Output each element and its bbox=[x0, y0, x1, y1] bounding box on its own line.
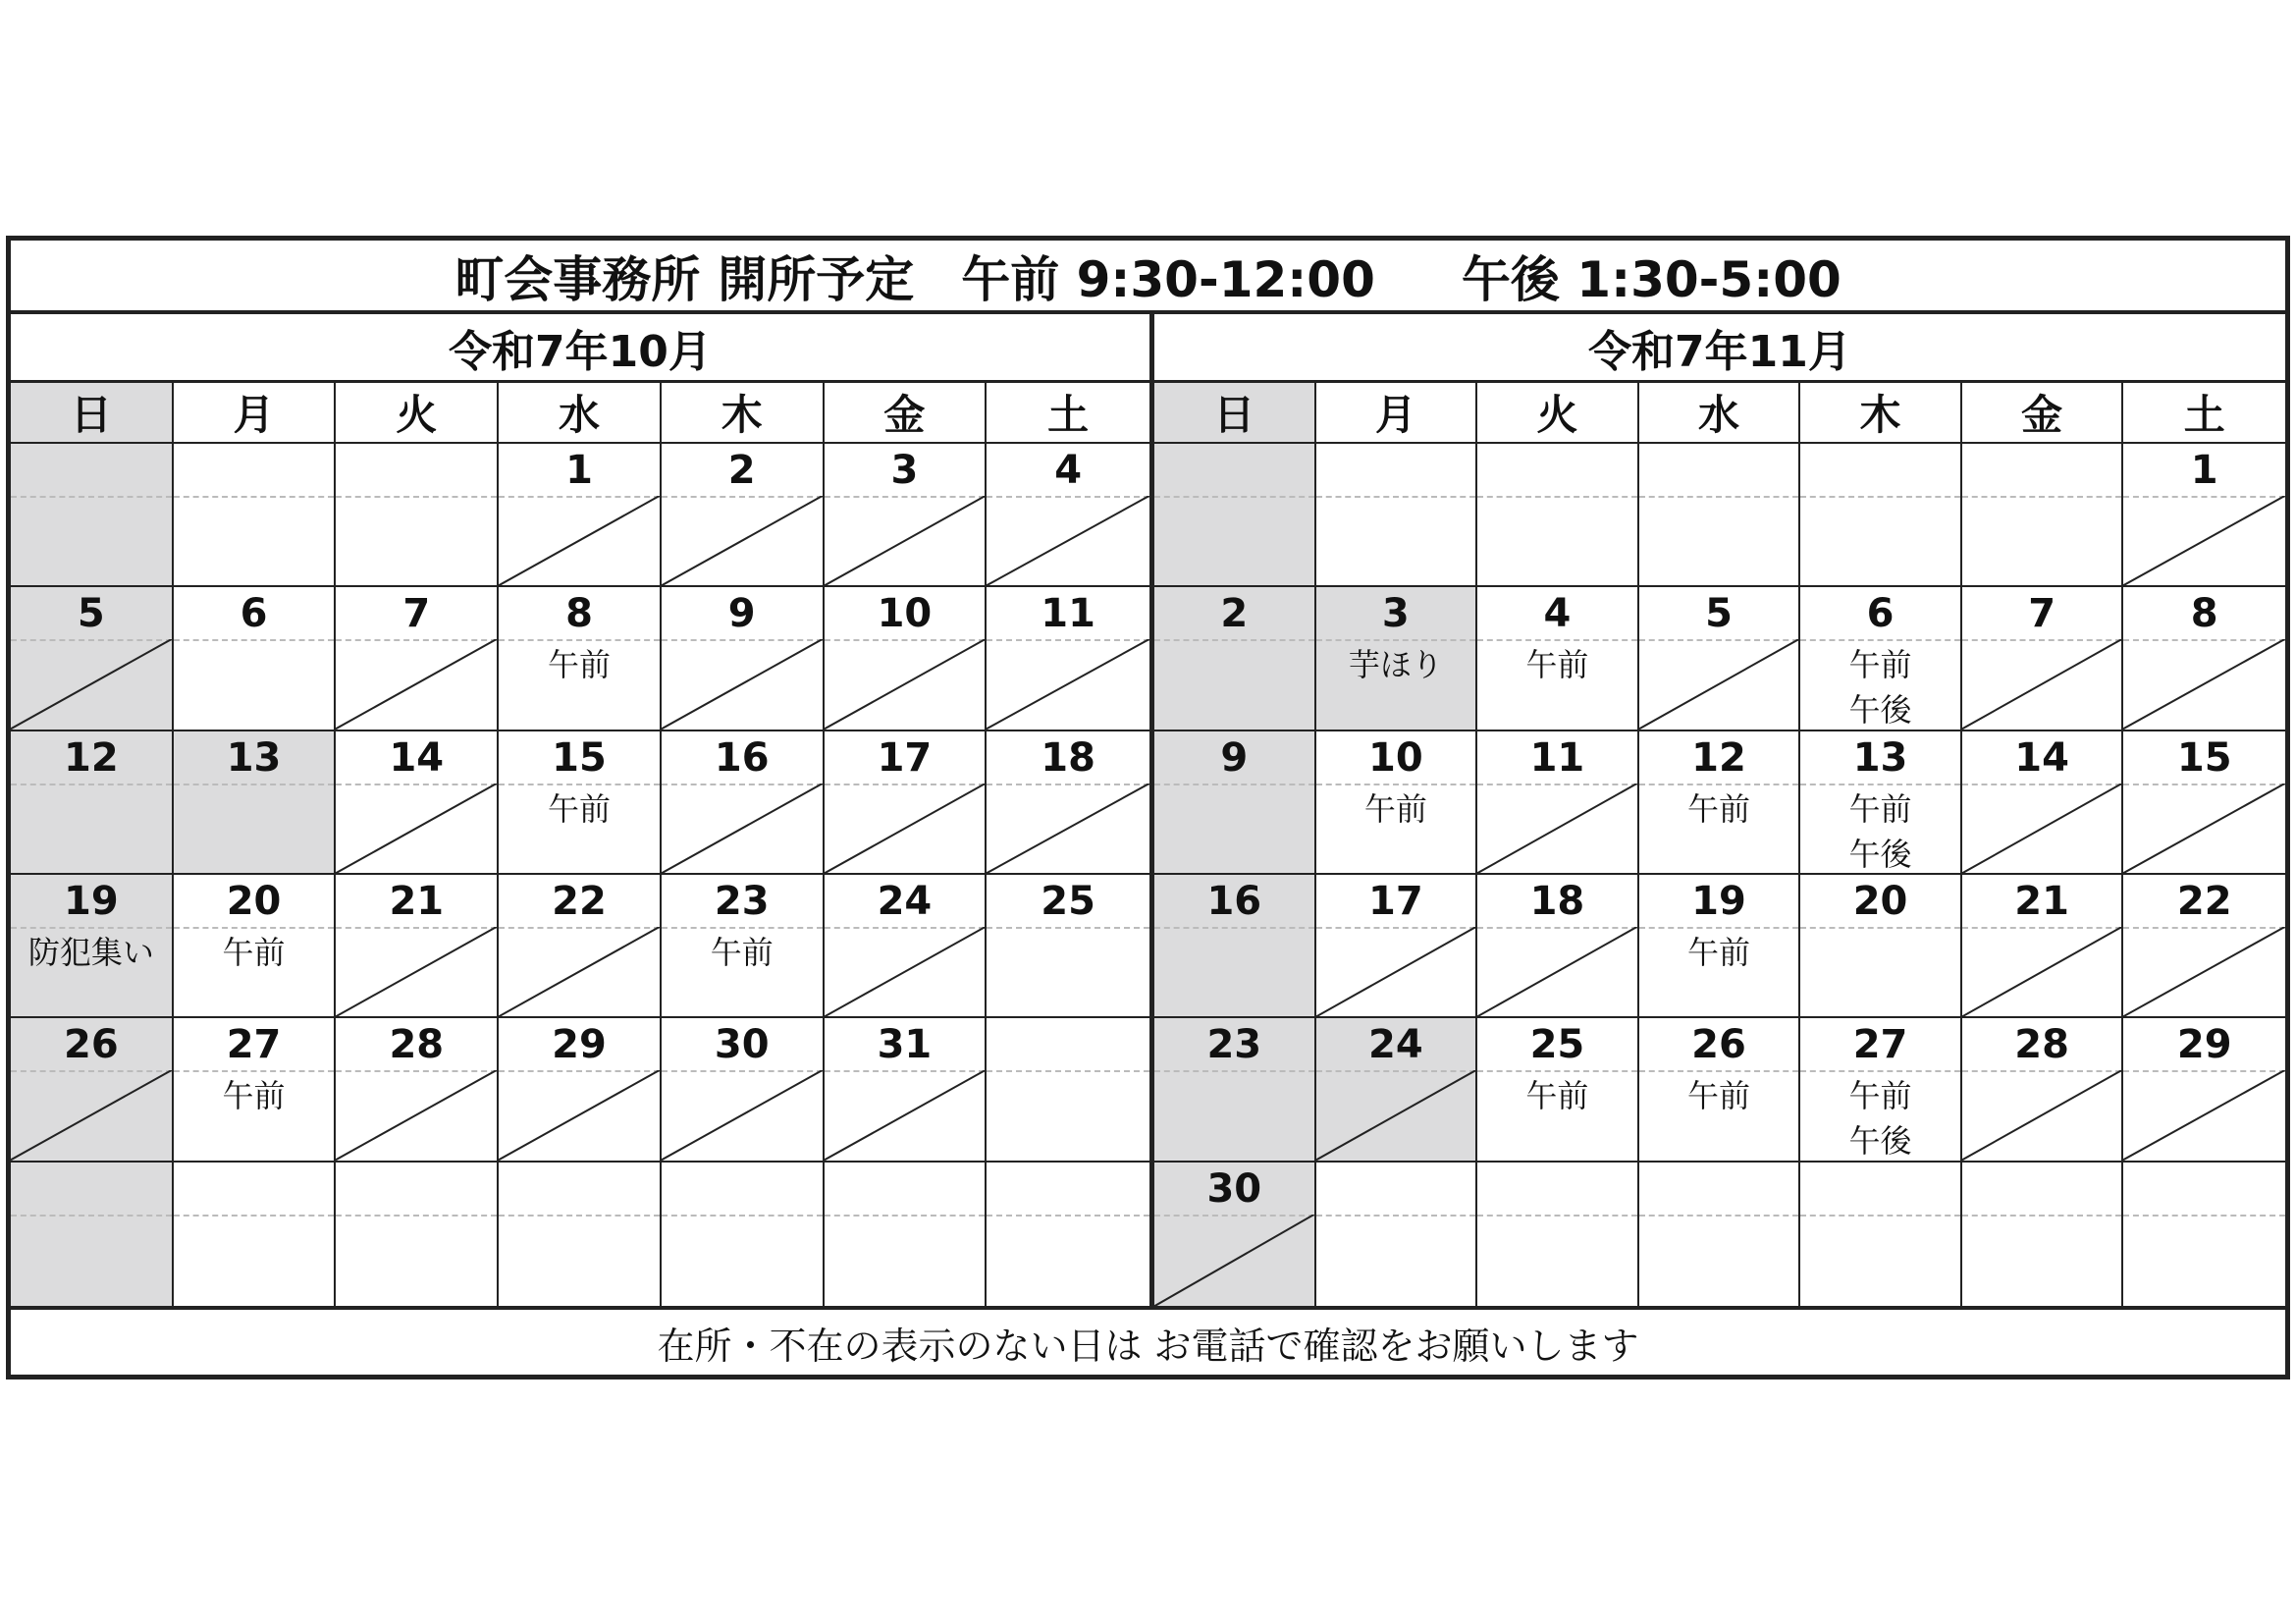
day-cell bbox=[11, 875, 174, 1018]
day-cell bbox=[336, 875, 499, 1018]
day-note: 午前 bbox=[1686, 1077, 1750, 1115]
day-number: 14 bbox=[389, 734, 445, 781]
day-number: 13 bbox=[1852, 734, 1908, 781]
day-number: 25 bbox=[1529, 1022, 1585, 1068]
day-note: 芋ほり bbox=[1348, 646, 1443, 684]
day-number: 27 bbox=[226, 1022, 282, 1068]
dashed-divider bbox=[987, 1070, 1149, 1072]
day-cell bbox=[2123, 731, 2285, 875]
dashed-divider bbox=[1154, 927, 1314, 929]
day-note: 午前 bbox=[1686, 933, 1750, 971]
dashed-divider bbox=[1800, 1070, 1960, 1072]
day-cell bbox=[1154, 587, 1316, 730]
day-number: 16 bbox=[714, 734, 770, 781]
closed-day-slash bbox=[2123, 496, 2285, 585]
day-cell bbox=[987, 1018, 1149, 1162]
day-cell bbox=[1477, 875, 1639, 1018]
calendar-grid bbox=[11, 383, 1149, 1306]
day-number: 21 bbox=[2014, 878, 2069, 924]
day-cell bbox=[1316, 587, 1478, 730]
day-cell bbox=[1962, 731, 2124, 875]
dashed-divider bbox=[174, 639, 335, 641]
dashed-divider bbox=[1316, 496, 1476, 498]
day-number: 15 bbox=[2176, 734, 2232, 781]
day-cell bbox=[662, 731, 825, 875]
weekday-header: 月 bbox=[1316, 383, 1478, 444]
day-cell bbox=[1154, 875, 1316, 1018]
title-afternoon-hours: 午後 1:30-5:00 bbox=[1461, 250, 1842, 308]
dashed-divider bbox=[11, 496, 172, 498]
dashed-divider bbox=[499, 639, 660, 641]
dashed-divider bbox=[1477, 639, 1637, 641]
day-number: 24 bbox=[877, 878, 933, 924]
day-number: 20 bbox=[226, 878, 282, 924]
day-cell bbox=[174, 444, 337, 587]
day-number: 13 bbox=[226, 734, 282, 781]
dashed-divider bbox=[336, 1215, 497, 1217]
day-number: 1 bbox=[565, 448, 593, 493]
day-cell bbox=[2123, 1163, 2285, 1306]
day-cell bbox=[825, 444, 988, 587]
day-cell bbox=[1962, 444, 2124, 587]
closed-day-slash bbox=[499, 1070, 660, 1160]
closed-day-slash bbox=[336, 639, 497, 729]
day-cell bbox=[1477, 731, 1639, 875]
day-cell bbox=[499, 587, 662, 730]
dashed-divider bbox=[1639, 927, 1799, 929]
dashed-divider bbox=[1639, 784, 1799, 785]
day-number: 22 bbox=[552, 878, 607, 924]
day-number: 2 bbox=[727, 448, 756, 493]
day-number: 1 bbox=[2190, 448, 2218, 493]
closed-day-slash bbox=[2123, 927, 2285, 1016]
day-cell bbox=[11, 1018, 174, 1162]
weekday-header: 金 bbox=[825, 383, 988, 444]
day-cell bbox=[336, 444, 499, 587]
day-number: 29 bbox=[552, 1022, 607, 1068]
day-number: 12 bbox=[1691, 734, 1746, 781]
closed-day-slash bbox=[825, 784, 986, 873]
closed-day-slash bbox=[1477, 784, 1637, 873]
closed-day-slash bbox=[662, 1070, 823, 1160]
day-cell bbox=[825, 1163, 988, 1306]
day-cell bbox=[499, 1018, 662, 1162]
dashed-divider bbox=[1800, 639, 1960, 641]
day-number: 21 bbox=[389, 878, 445, 924]
weekday-header: 土 bbox=[987, 383, 1149, 444]
day-number: 26 bbox=[1691, 1022, 1746, 1068]
day-cell bbox=[1154, 731, 1316, 875]
day-cell bbox=[662, 444, 825, 587]
day-number: 11 bbox=[1529, 734, 1585, 781]
dashed-divider bbox=[174, 496, 335, 498]
day-note: 午前 bbox=[1686, 789, 1750, 828]
dashed-divider bbox=[336, 496, 497, 498]
closed-day-slash bbox=[11, 639, 172, 729]
day-cell bbox=[1316, 1163, 1478, 1306]
closed-day-slash bbox=[336, 1070, 497, 1160]
dashed-divider bbox=[1962, 496, 2122, 498]
day-number: 29 bbox=[2176, 1022, 2232, 1068]
dashed-divider bbox=[1316, 1215, 1476, 1217]
day-number: 24 bbox=[1368, 1022, 1423, 1068]
title-schedule: 開所予定 bbox=[718, 250, 915, 308]
day-cell bbox=[11, 587, 174, 730]
dashed-divider bbox=[174, 1070, 335, 1072]
closed-day-slash bbox=[336, 927, 497, 1016]
weekday-header: 火 bbox=[1477, 383, 1639, 444]
dashed-divider bbox=[1154, 639, 1314, 641]
dashed-divider bbox=[1639, 1215, 1799, 1217]
day-cell bbox=[499, 875, 662, 1018]
day-cell bbox=[987, 731, 1149, 875]
closed-day-slash bbox=[1154, 1215, 1314, 1306]
closed-day-slash bbox=[1962, 639, 2122, 729]
dashed-divider bbox=[1639, 1070, 1799, 1072]
weekday-header: 金 bbox=[1962, 383, 2124, 444]
closed-day-slash bbox=[825, 496, 986, 585]
weekday-header: 月 bbox=[174, 383, 337, 444]
day-note: 午前 bbox=[1525, 646, 1589, 684]
day-cell bbox=[11, 444, 174, 587]
day-note: 午前 午後 bbox=[1848, 789, 1912, 873]
day-cell bbox=[2123, 875, 2285, 1018]
day-cell bbox=[2123, 1018, 2285, 1162]
closed-day-slash bbox=[987, 784, 1149, 873]
office-schedule-calendar bbox=[6, 236, 2290, 1380]
title-office: 町会事務所 bbox=[454, 250, 701, 308]
closed-day-slash bbox=[825, 1070, 986, 1160]
day-number: 11 bbox=[1041, 591, 1095, 637]
day-number: 3 bbox=[1381, 591, 1410, 637]
dashed-divider bbox=[987, 1215, 1149, 1217]
day-number: 22 bbox=[2176, 878, 2232, 924]
day-cell bbox=[987, 875, 1149, 1018]
dashed-divider bbox=[662, 927, 823, 929]
day-cell bbox=[662, 587, 825, 730]
closed-day-slash bbox=[662, 639, 823, 729]
day-note: 午前 午後 bbox=[1848, 646, 1912, 730]
day-cell bbox=[1962, 1163, 2124, 1306]
closed-day-slash bbox=[2123, 1070, 2285, 1160]
dashed-divider bbox=[174, 927, 335, 929]
day-cell bbox=[2123, 444, 2285, 587]
day-cell bbox=[987, 587, 1149, 730]
dashed-divider bbox=[1477, 1215, 1637, 1217]
day-cell bbox=[11, 731, 174, 875]
day-cell bbox=[1800, 1018, 1962, 1162]
day-cell bbox=[336, 1018, 499, 1162]
day-cell bbox=[174, 875, 337, 1018]
day-cell bbox=[1639, 444, 1801, 587]
closed-day-slash bbox=[499, 927, 660, 1016]
day-number: 7 bbox=[402, 591, 431, 637]
month-title: 令和7年10月 bbox=[11, 314, 1149, 383]
day-number: 7 bbox=[2028, 591, 2056, 637]
dashed-divider bbox=[1800, 927, 1960, 929]
day-number: 18 bbox=[1529, 878, 1585, 924]
day-number: 9 bbox=[727, 591, 756, 637]
day-cell bbox=[825, 587, 988, 730]
weekday-header: 木 bbox=[1800, 383, 1962, 444]
day-cell bbox=[336, 587, 499, 730]
closed-day-slash bbox=[1316, 927, 1476, 1016]
day-cell bbox=[662, 1163, 825, 1306]
closed-day-slash bbox=[1962, 1070, 2122, 1160]
day-number: 16 bbox=[1206, 878, 1262, 924]
closed-day-slash bbox=[1639, 639, 1799, 729]
day-note: 午前 bbox=[222, 933, 286, 971]
day-number: 27 bbox=[1852, 1022, 1908, 1068]
day-cell bbox=[174, 731, 337, 875]
day-number: 17 bbox=[877, 734, 933, 781]
day-note: 午前 bbox=[710, 933, 774, 971]
day-number: 26 bbox=[64, 1022, 119, 1068]
day-note: 防犯集い bbox=[27, 933, 154, 971]
closed-day-slash bbox=[1962, 927, 2122, 1016]
day-cell bbox=[1639, 731, 1801, 875]
day-cell bbox=[1477, 587, 1639, 730]
schedule-title bbox=[11, 241, 2285, 314]
day-cell bbox=[1154, 1163, 1316, 1306]
day-number: 4 bbox=[1543, 591, 1572, 637]
dashed-divider bbox=[1477, 1070, 1637, 1072]
day-cell bbox=[499, 444, 662, 587]
day-cell bbox=[174, 1163, 337, 1306]
dashed-divider bbox=[1154, 784, 1314, 785]
day-number: 23 bbox=[1206, 1022, 1262, 1068]
day-cell bbox=[1800, 731, 1962, 875]
day-number: 20 bbox=[1852, 878, 1908, 924]
day-cell bbox=[1639, 1018, 1801, 1162]
day-cell bbox=[662, 875, 825, 1018]
weekday-header: 火 bbox=[336, 383, 499, 444]
day-number: 31 bbox=[877, 1022, 933, 1068]
day-cell bbox=[1316, 731, 1478, 875]
day-number: 30 bbox=[714, 1022, 770, 1068]
day-cell bbox=[336, 1163, 499, 1306]
day-cell bbox=[336, 731, 499, 875]
day-number: 6 bbox=[1866, 591, 1895, 637]
day-cell bbox=[662, 1018, 825, 1162]
month-october bbox=[11, 314, 1154, 1306]
day-cell bbox=[987, 444, 1149, 587]
day-cell bbox=[2123, 587, 2285, 730]
day-cell bbox=[1800, 444, 1962, 587]
closed-day-slash bbox=[2123, 639, 2285, 729]
dashed-divider bbox=[11, 927, 172, 929]
closed-day-slash bbox=[1477, 927, 1637, 1016]
dashed-divider bbox=[174, 1215, 335, 1217]
day-number: 3 bbox=[890, 448, 919, 493]
title-morning-hours: 午前 9:30-12:00 bbox=[961, 250, 1375, 308]
closed-day-slash bbox=[825, 639, 986, 729]
dashed-divider bbox=[1639, 496, 1799, 498]
dashed-divider bbox=[499, 784, 660, 785]
day-number: 8 bbox=[565, 591, 593, 637]
day-cell bbox=[11, 1163, 174, 1306]
closed-day-slash bbox=[336, 784, 497, 873]
dashed-divider bbox=[1316, 639, 1476, 641]
weekday-header: 土 bbox=[2123, 383, 2285, 444]
closed-day-slash bbox=[2123, 784, 2285, 873]
day-number: 18 bbox=[1041, 734, 1095, 781]
closed-day-slash bbox=[499, 496, 660, 585]
day-number: 4 bbox=[1054, 448, 1083, 493]
day-cell bbox=[1316, 875, 1478, 1018]
day-cell bbox=[987, 1163, 1149, 1306]
dashed-divider bbox=[987, 927, 1149, 929]
day-cell bbox=[1800, 875, 1962, 1018]
day-cell bbox=[499, 1163, 662, 1306]
day-number: 28 bbox=[2014, 1022, 2069, 1068]
weekday-header: 水 bbox=[1639, 383, 1801, 444]
calendar-grid bbox=[1154, 383, 2285, 1306]
dashed-divider bbox=[1154, 1070, 1314, 1072]
day-cell bbox=[1962, 875, 2124, 1018]
day-number: 25 bbox=[1041, 878, 1095, 924]
dashed-divider bbox=[1800, 784, 1960, 785]
dashed-divider bbox=[662, 1215, 823, 1217]
day-cell bbox=[1639, 875, 1801, 1018]
footer-note: 在所・不在の表示のない日は お電話で確認をお願いします bbox=[11, 1306, 2285, 1375]
day-number: 10 bbox=[877, 591, 933, 637]
dashed-divider bbox=[174, 784, 335, 785]
closed-day-slash bbox=[662, 784, 823, 873]
day-cell bbox=[499, 731, 662, 875]
day-number: 19 bbox=[64, 878, 119, 924]
dashed-divider bbox=[1962, 1215, 2122, 1217]
day-note: 午前 bbox=[1525, 1077, 1589, 1115]
day-cell bbox=[1800, 587, 1962, 730]
day-number: 12 bbox=[64, 734, 119, 781]
dashed-divider bbox=[11, 1215, 172, 1217]
day-cell bbox=[174, 1018, 337, 1162]
day-cell bbox=[1962, 587, 2124, 730]
day-number: 19 bbox=[1691, 878, 1746, 924]
day-number: 15 bbox=[552, 734, 607, 781]
day-number: 5 bbox=[1705, 591, 1733, 637]
day-number: 23 bbox=[714, 878, 770, 924]
day-number: 2 bbox=[1220, 591, 1249, 637]
day-number: 28 bbox=[389, 1022, 445, 1068]
day-cell bbox=[1154, 444, 1316, 587]
day-cell bbox=[825, 1018, 988, 1162]
day-note: 午前 bbox=[547, 646, 611, 684]
day-number: 8 bbox=[2190, 591, 2218, 637]
day-cell bbox=[1639, 1163, 1801, 1306]
dashed-divider bbox=[1316, 784, 1476, 785]
day-cell bbox=[1477, 444, 1639, 587]
day-cell bbox=[1477, 1163, 1639, 1306]
dashed-divider bbox=[1800, 1215, 1960, 1217]
day-cell bbox=[1477, 1018, 1639, 1162]
day-cell bbox=[1800, 1163, 1962, 1306]
day-cell bbox=[174, 587, 337, 730]
day-cell bbox=[1316, 1018, 1478, 1162]
dashed-divider bbox=[11, 784, 172, 785]
weekday-header: 日 bbox=[1154, 383, 1316, 444]
closed-day-slash bbox=[987, 496, 1149, 585]
day-note: 午前 bbox=[547, 789, 611, 828]
closed-day-slash bbox=[825, 927, 986, 1016]
closed-day-slash bbox=[1316, 1070, 1476, 1160]
day-cell bbox=[1962, 1018, 2124, 1162]
dashed-divider bbox=[1800, 496, 1960, 498]
day-cell bbox=[1639, 587, 1801, 730]
weekday-header: 日 bbox=[11, 383, 174, 444]
closed-day-slash bbox=[11, 1070, 172, 1160]
month-november bbox=[1154, 314, 2285, 1306]
day-number: 6 bbox=[240, 591, 268, 637]
dashed-divider bbox=[825, 1215, 986, 1217]
day-cell bbox=[1154, 1018, 1316, 1162]
day-note: 午前 bbox=[222, 1077, 286, 1115]
day-number: 5 bbox=[77, 591, 105, 637]
day-note: 午前 午後 bbox=[1848, 1077, 1912, 1161]
day-cell bbox=[825, 875, 988, 1018]
weekday-header: 水 bbox=[499, 383, 662, 444]
day-note: 午前 bbox=[1363, 789, 1427, 828]
dashed-divider bbox=[1477, 496, 1637, 498]
day-cell bbox=[1316, 444, 1478, 587]
month-title: 令和7年11月 bbox=[1154, 314, 2285, 383]
dashed-divider bbox=[2123, 1215, 2285, 1217]
closed-day-slash bbox=[1962, 784, 2122, 873]
day-cell bbox=[825, 731, 988, 875]
dashed-divider bbox=[1154, 496, 1314, 498]
day-number: 10 bbox=[1368, 734, 1423, 781]
day-number: 14 bbox=[2014, 734, 2069, 781]
day-number: 17 bbox=[1368, 878, 1423, 924]
dashed-divider bbox=[499, 1215, 660, 1217]
day-number: 30 bbox=[1206, 1165, 1262, 1212]
day-number: 9 bbox=[1220, 734, 1249, 781]
closed-day-slash bbox=[987, 639, 1149, 729]
closed-day-slash bbox=[662, 496, 823, 585]
weekday-header: 木 bbox=[662, 383, 825, 444]
